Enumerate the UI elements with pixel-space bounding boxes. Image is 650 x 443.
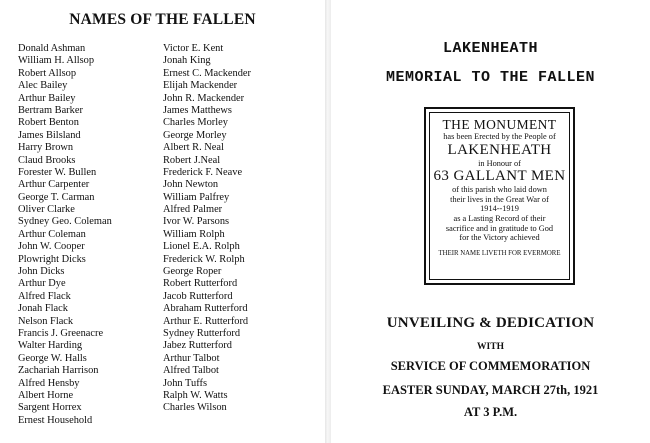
fallen-name: Francis J. Greenacre <box>18 327 104 339</box>
fallen-name: Donald Ashman <box>18 43 86 54</box>
fallen-name: Alfred Palmer <box>163 204 223 216</box>
fallen-name: Alfred Talbot <box>163 365 219 377</box>
service-date: EASTER SUNDAY, MARCH 27th, 1921 <box>382 383 599 397</box>
place-heading: LAKENHEATH <box>442 40 538 57</box>
fallen-name: William Palfrey <box>163 191 230 203</box>
fallen-name: George W. Halls <box>18 352 87 364</box>
fallen-name: Robert J.Neal <box>163 154 221 166</box>
fallen-name: Jonah Flack <box>18 303 68 315</box>
fallen-name: Robert Rutterford <box>163 278 238 290</box>
plaque-place: LAKENHEATH <box>447 141 552 158</box>
monument-plaque <box>424 107 575 285</box>
plaque-sacrifice-line: sacrifice and in gratitude to God <box>445 223 554 233</box>
fallen-name: Nelson Flack <box>18 315 74 327</box>
fallen-name: Alec Bailey <box>18 80 68 92</box>
fallen-name: Frederick W. Rolph <box>163 253 245 265</box>
fallen-name: Lionel E.A. Rolph <box>163 241 240 253</box>
fallen-name: Ernest C. Mackender <box>163 67 252 79</box>
fallen-name: Arthur E. Rutterford <box>163 315 249 327</box>
fallen-name: Bertram Barker <box>18 104 83 116</box>
fallen-name: Sydney Rutterford <box>163 327 241 339</box>
fallen-name: George Morley <box>163 129 227 141</box>
plaque-parish-line: of this parish who laid down <box>452 185 547 195</box>
plaque-honour-line: in Honour of <box>478 158 521 168</box>
service-heading: SERVICE OF COMMEMORATION <box>390 359 591 373</box>
service-time: AT 3 P.M. <box>463 405 518 419</box>
with-line: WITH <box>477 342 504 352</box>
fallen-name: John Tuffs <box>163 377 207 389</box>
fallen-name: Ernest Household <box>18 414 93 426</box>
fallen-name: James Bilsland <box>18 129 81 141</box>
fallen-name: John R. Mackender <box>163 92 245 104</box>
fallen-name: Robert Benton <box>18 117 79 129</box>
fallen-name: Charles Wilson <box>163 402 227 414</box>
names-column-2 <box>163 43 251 415</box>
fallen-name: Abraham Rutterford <box>163 303 248 315</box>
fallen-name: Jabez Rutterford <box>163 340 232 352</box>
fallen-name: Sydney Geo. Coleman <box>18 216 112 228</box>
plaque-gallant-men: 63 GALLANT MEN <box>433 168 566 185</box>
plaque-war-line: their lives in the Great War of <box>450 194 549 204</box>
fallen-name: John Dicks <box>18 266 65 278</box>
fallen-name: Arthur Carpenter <box>18 179 90 191</box>
fallen-name: Albert Horne <box>18 389 74 401</box>
fallen-name: John Newton <box>163 179 219 191</box>
fallen-name: Sargent Horrex <box>18 402 82 414</box>
fallen-name: John W. Cooper <box>18 241 85 253</box>
plaque-title: THE MONUMENT <box>442 117 557 132</box>
fallen-name: Elijah Mackender <box>163 80 238 92</box>
plaque-erected-line: has been Erected by the People of <box>443 132 556 141</box>
fallen-name: Forester W. Bullen <box>18 166 97 178</box>
fallen-name: Arthur Dye <box>18 278 66 290</box>
fallen-name: George Roper <box>163 266 222 278</box>
plaque-victory-line: for the Victory achieved <box>459 233 540 243</box>
fallen-name: Alfred Hensby <box>18 377 80 389</box>
names-heading: NAMES OF THE FALLEN <box>69 11 256 28</box>
fallen-name: Jacob Rutterford <box>163 290 233 302</box>
plaque-years: 1914--1919 <box>480 204 519 214</box>
fallen-name: Victor E. Kent <box>163 43 224 54</box>
plaque-record-line: as a Lasting Record of their <box>453 213 546 223</box>
names-column-1 <box>18 43 112 427</box>
fallen-name: Plowright Dicks <box>18 253 86 265</box>
fallen-name: Claud Brooks <box>18 154 76 166</box>
fallen-name: George T. Carman <box>18 191 95 203</box>
fallen-name: Frederick F. Neave <box>163 166 243 178</box>
plaque-inner-border <box>429 112 570 280</box>
fallen-name: William H. Allsop <box>18 55 95 67</box>
fallen-name: James Matthews <box>163 104 232 116</box>
fallen-name: William Rolph <box>163 228 225 240</box>
fallen-name: Arthur Coleman <box>18 228 86 240</box>
fallen-name: Alfred Flack <box>18 290 71 302</box>
fallen-name: Robert Allsop <box>18 67 77 79</box>
fallen-name: Arthur Talbot <box>163 352 220 364</box>
fallen-name: Zachariah Harrison <box>18 365 99 377</box>
fallen-name: Charles Morley <box>163 117 228 129</box>
unveiling-heading: UNVEILING & DEDICATION <box>386 315 595 331</box>
fallen-name: Ralph W. Watts <box>163 389 228 401</box>
fallen-name: Jonah King <box>163 55 211 67</box>
memorial-heading: MEMORIAL TO THE FALLEN <box>385 69 596 86</box>
fallen-name: Walter Harding <box>18 340 83 352</box>
fallen-name: Oliver Clarke <box>18 204 75 216</box>
fallen-name: Harry Brown <box>18 142 74 154</box>
fallen-name: Arthur Bailey <box>18 92 76 104</box>
plaque-motto: THEIR NAME LIVETH FOR EVERMORE <box>438 249 561 257</box>
fallen-name: Albert R. Neal <box>163 142 224 154</box>
fallen-name: Ivor W. Parsons <box>163 216 230 228</box>
